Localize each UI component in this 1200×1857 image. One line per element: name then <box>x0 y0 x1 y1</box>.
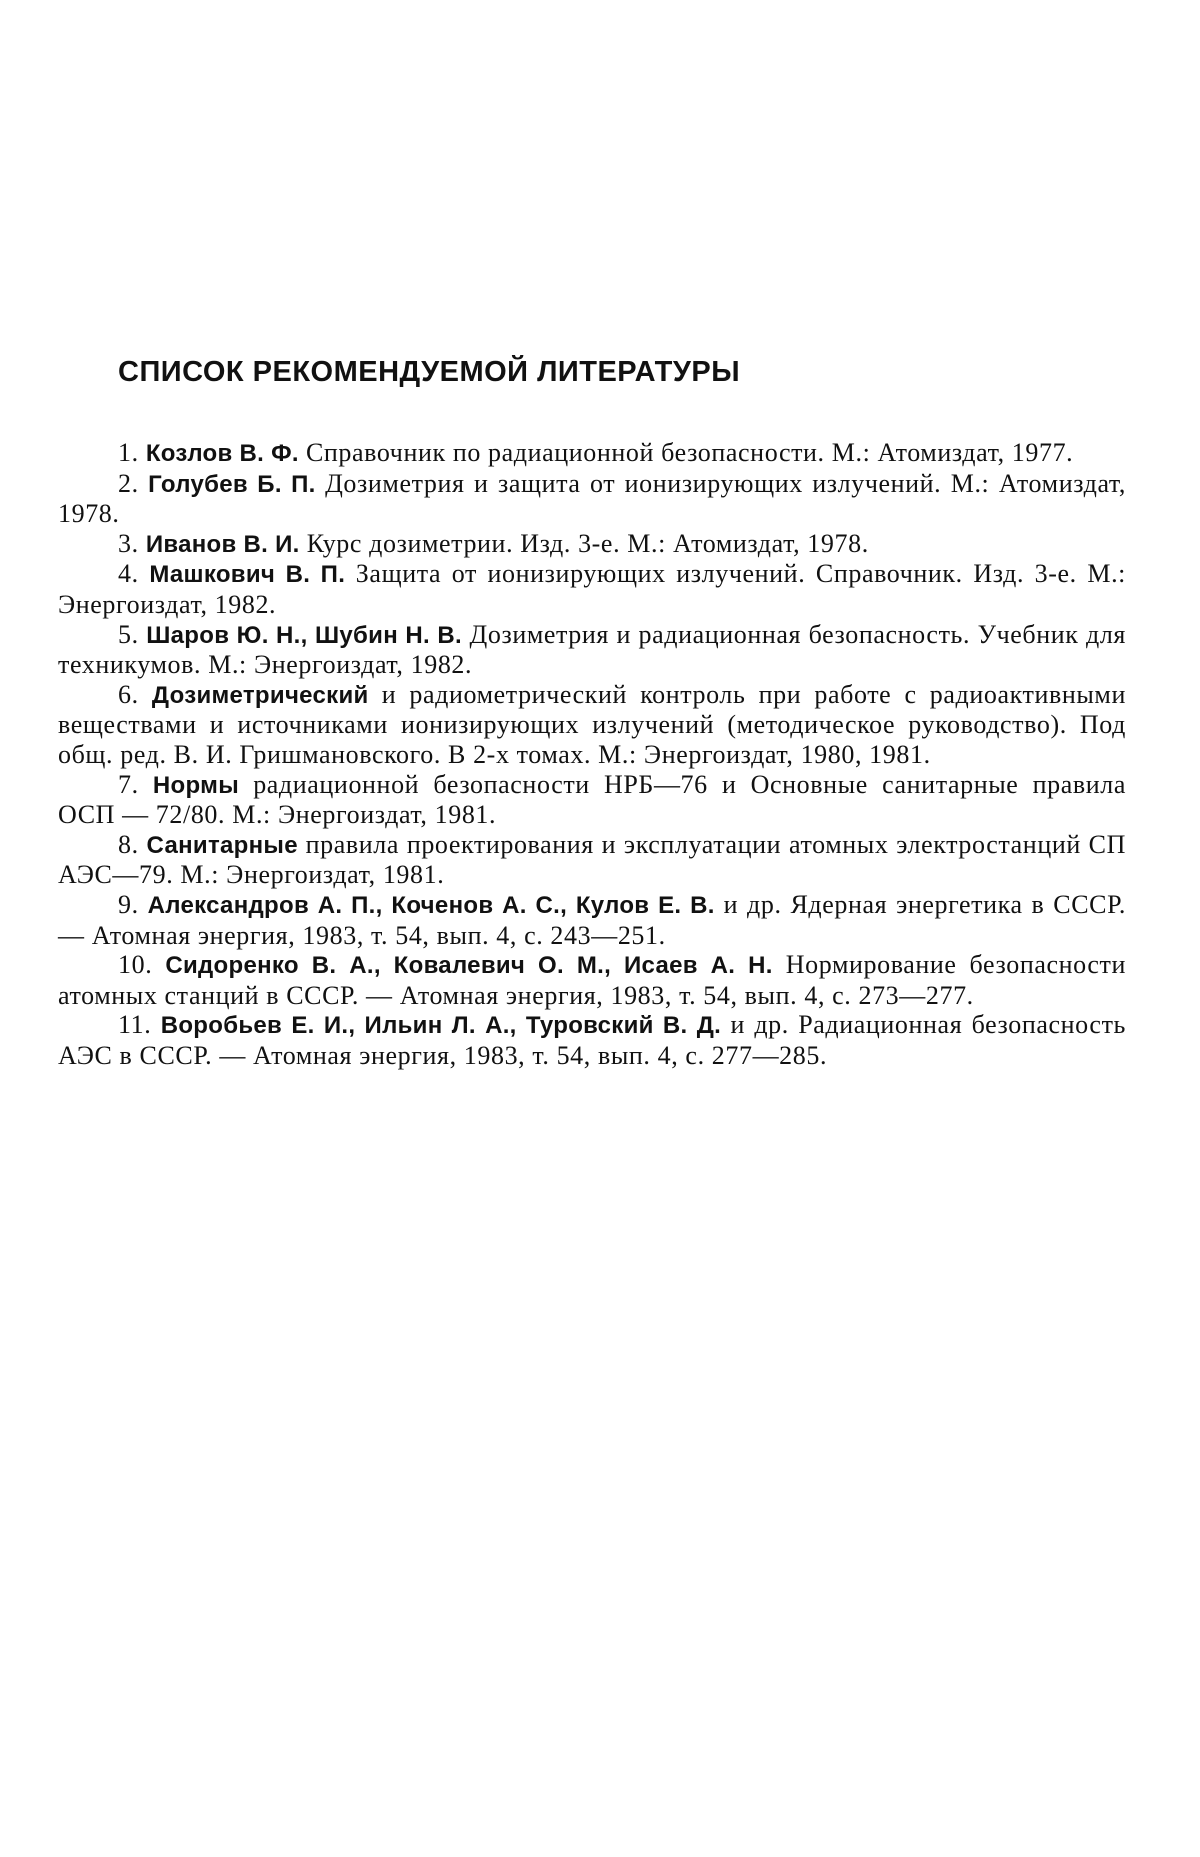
reference-item-8 <box>58 830 1126 890</box>
reference-text: Курс дозиметрии. Изд. 3-е. М.: Атомиздат, 1978. <box>299 528 869 558</box>
reference-number: 9. <box>118 889 139 919</box>
reference-authors: Козлов В. Ф. <box>145 440 299 467</box>
reference-authors: Иванов В. И. <box>145 530 300 558</box>
page-title: СПИСОК РЕКОМЕНДУЕМОЙ ЛИТЕРАТУРЫ <box>118 356 741 388</box>
reference-item-2 <box>58 469 1126 529</box>
reference-authors: Александров А. П., Коченов А. С., Кулов Е. В. <box>147 891 715 919</box>
reference-authors: Воробьев Е. И., Ильин Л. А., Туровский В. Д. <box>160 1012 722 1040</box>
reference-number: 7. <box>118 769 139 799</box>
reference-item-6 <box>58 680 1126 770</box>
reference-number: 10. <box>118 950 153 980</box>
reference-item-5 <box>58 620 1126 680</box>
reference-number: 8. <box>118 829 139 859</box>
reference-text: и радиометрический контроль при работе с радиоактивными веществами и источниками ионизирующих излучений (методическое руководство). Под общ. ред. В. И. Гришмановского. В 2-х томах. М.: Энергоиздат, 1980, 1981. <box>58 679 1126 769</box>
reference-item-10 <box>58 950 1126 1010</box>
reference-number: 1. <box>118 438 139 467</box>
reference-number: 4. <box>118 559 139 589</box>
reference-text: Защита от ионизирующих излучений. Справочник. Изд. 3-е. М.: Энергоиздат, 1982. <box>58 559 1126 619</box>
reference-number: 2. <box>118 468 139 498</box>
reference-authors: Машкович В. П. <box>149 561 346 589</box>
reference-number: 11. <box>118 1010 152 1040</box>
reference-text: Дозиметрия и защита от ионизирующих излучений. М.: Атомиздат, 1978. <box>58 468 1127 529</box>
reference-number: 5. <box>118 619 139 649</box>
reference-text: Справочник по радиационной безопасности. М.: Атомиздат, 1977. <box>298 438 1074 467</box>
reference-number: 6. <box>118 679 139 709</box>
reference-authors: Нормы <box>152 771 239 799</box>
reference-authors: Шаров Ю. Н., Шубин Н. В. <box>146 621 462 649</box>
reference-text: Нормирование безопасности атомных станций в СССР. — Атомная энергия, 1983, т. 54, вып. 4, с. 273—277. <box>58 950 1126 1010</box>
reference-text: Дозиметрия и радиационная безопасность. Учебник для техникумов. М.: Энергоиздат, 1982. <box>58 619 1126 680</box>
reference-authors: Санитарные <box>146 831 298 859</box>
reference-item-4 <box>58 559 1126 619</box>
reference-text: и др. Ядерная энергетика в СССР. — Атомная энергия, 1983, т. 54, вып. 4, с. 243—251. <box>58 889 1127 950</box>
reference-text: радиационной безопасности НРБ—76 и Основные санитарные правила ОСП — 72/80. М.: Энергоиздат, 1981. <box>58 769 1126 830</box>
reference-item-3 <box>58 529 1126 560</box>
reference-item-11 <box>58 1010 1126 1070</box>
reference-authors: Голубев Б. П. <box>148 470 316 498</box>
reference-item-7 <box>58 770 1126 830</box>
reference-list <box>58 438 1126 1070</box>
reference-item-1 <box>58 438 1126 469</box>
bibliography-page <box>58 352 1126 1070</box>
reference-number: 3. <box>118 528 139 558</box>
reference-item-9 <box>58 890 1126 950</box>
reference-authors: Сидоренко В. А., Ковалевич О. М., Исаев А. Н. <box>165 952 773 980</box>
reference-text: и др. Радиационная безопасность АЭС в СССР. — Атомная энергия, 1983, т. 54, вып. 4, с. 277—285. <box>58 1010 1126 1070</box>
reference-authors: Дозиметрический <box>151 681 369 709</box>
reference-text: правила проектирования и эксплуатации атомных электростанций СП АЭС—79. М.: Энергоиздат, 1981. <box>58 829 1126 890</box>
